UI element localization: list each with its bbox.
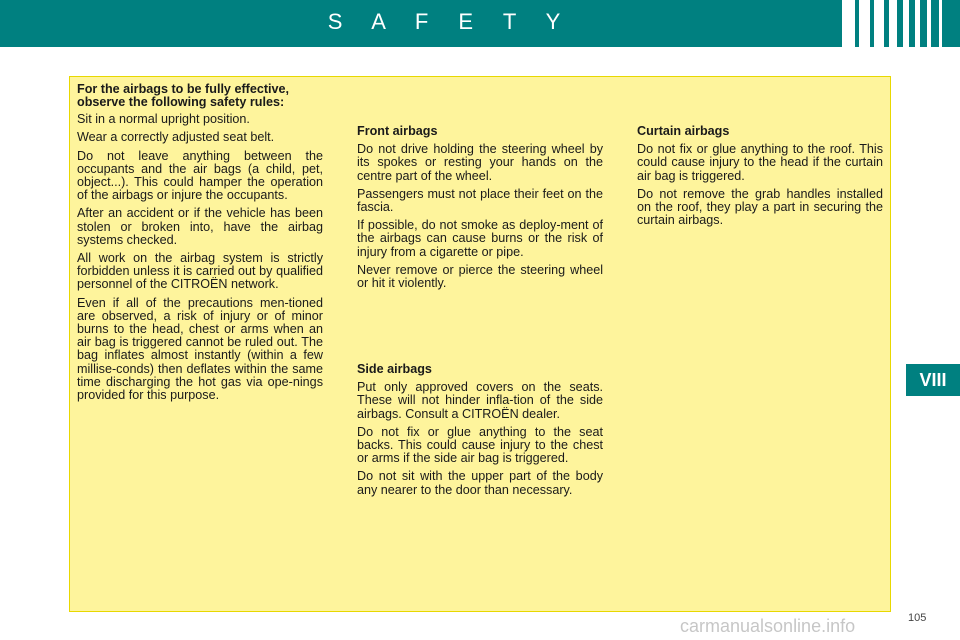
paragraph: After an accident or if the vehicle has been stolen or broken into, have the airbag systems checked.: [77, 206, 323, 247]
paragraph: Even if all of the precautions men-tioned are observed, a risk of injury or of minor burns to the head, chest or arms when an air bag is triggered cannot be ruled out. The bag inflates almost instantly (within a few millise-conds) then deflates within the same time discharging the hot gas via ope-nings provided for this purpose.: [77, 295, 323, 403]
paragraph: Wear a correctly adjusted seat belt.: [77, 130, 275, 145]
section-heading: Front airbags: [357, 124, 438, 138]
paragraph: Do not drive holding the steering wheel by its spokes or resting your hands on the centre part of the wheel.: [357, 142, 603, 183]
header-stripe: [927, 0, 931, 47]
paragraph: All work on the airbag system is strictly forbidden unless it is carried out by qualified personnel of the CITROËN network.: [77, 251, 323, 292]
header-stripe: [903, 0, 909, 47]
curtain-airbags-section: [637, 125, 883, 232]
side-airbags-section: [357, 363, 603, 502]
paragraph: Do not fix or glue anything to the roof. This could cause injury to the head if the curtain air bag is triggered.: [637, 142, 883, 183]
general-rules-column: [77, 83, 323, 407]
section-heading: Curtain airbags: [637, 124, 730, 138]
paragraph: Do not leave anything between the occupants and the air bags (a child, pet, object...). This could hamper the operation of the airbags or injure the occupants.: [77, 148, 323, 203]
header-stripe: [889, 0, 897, 47]
header-stripe: [874, 0, 884, 47]
paragraph: Do not remove the grab handles installed on the roof, they play a part in securing the curtain airbags.: [637, 186, 883, 228]
paragraph: Do not sit with the upper part of the body any nearer to the door than necessary.: [357, 469, 603, 497]
section-heading: Side airbags: [357, 362, 432, 376]
header-stripe: [939, 0, 942, 47]
front-airbags-section: [357, 125, 603, 295]
paragraph: Sit in a normal upright position.: [77, 112, 250, 127]
paragraph: Put only approved covers on the seats. These will not hinder infla-tion of the side airbags. Consult a CITROËN dealer.: [357, 380, 603, 421]
intro-heading: For the airbags to be fully effective, observe the following safety rules:: [77, 82, 290, 109]
header-stripe: [842, 0, 855, 47]
header-stripe: [915, 0, 920, 47]
paragraph: If possible, do not smoke as deploy-ment of the airbags can cause burns or the risk of injury from a cigarette or pipe.: [357, 218, 603, 259]
section-tab[interactable]: VIII: [906, 364, 960, 396]
paragraph: Do not fix or glue anything to the seat backs. This could cause injury to the chest or arms if the side air bag is triggered.: [357, 424, 603, 466]
page-title: S A F E T Y: [327, 9, 573, 34]
watermark: carmanualsonline.info: [680, 616, 856, 636]
header-stripe: [859, 0, 870, 47]
paragraph: Passengers must not place their feet on the fascia.: [357, 186, 603, 215]
paragraph: Never remove or pierce the steering wheel or hit it violently.: [357, 262, 603, 291]
header-bar: [0, 0, 960, 47]
page-number: 105: [908, 612, 927, 624]
